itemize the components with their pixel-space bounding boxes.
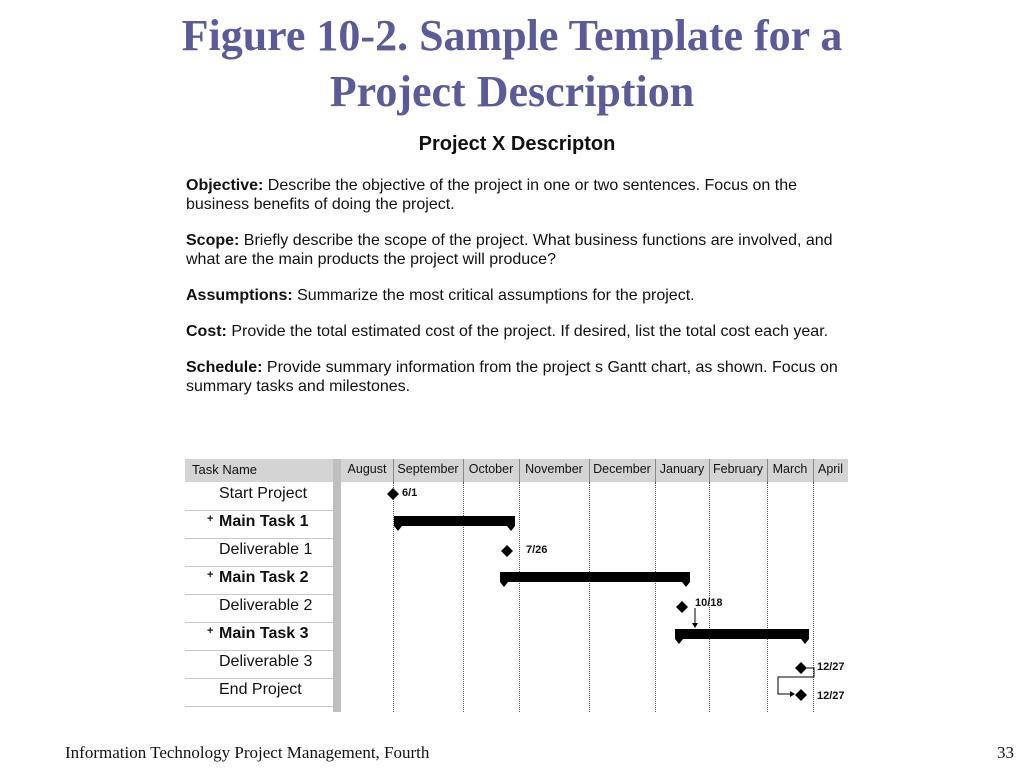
- month-march: March: [772, 462, 808, 476]
- document-title: Project X Descripton: [418, 133, 616, 155]
- task-main-task-1: Main Task 1: [219, 513, 309, 530]
- expand-icon[interactable]: +: [207, 625, 214, 637]
- arrow-head-icon: [790, 691, 795, 697]
- slide-title-line-2: Project Description: [329, 67, 695, 116]
- document-body: [186, 176, 856, 413]
- task-deliverable-2: Deliverable 2: [219, 597, 313, 614]
- milestone-label: 6/1: [402, 487, 418, 499]
- schedule-section: [186, 358, 856, 396]
- milestone-label: 12/27: [817, 690, 845, 702]
- milestone-diamond: [795, 662, 807, 674]
- task-deliverable-3: Deliverable 3: [219, 653, 313, 670]
- month-november: November: [525, 462, 583, 476]
- task-name-header: Task Name: [192, 462, 258, 477]
- page-number: 33: [997, 743, 1014, 762]
- cost-text: Provide the total estimated cost of the project. If desired, list the total cost each year.: [226, 323, 829, 340]
- task-end-project: End Project: [219, 681, 302, 698]
- month-september: September: [397, 462, 459, 476]
- summary-bar: [394, 516, 515, 531]
- task-start-project: Start Project: [219, 485, 308, 502]
- cost-section: [186, 322, 856, 341]
- dependency-arrow: [778, 668, 814, 694]
- footer-text: Information Technology Project Management, Fourth: [65, 743, 430, 762]
- month-august: August: [347, 462, 387, 476]
- gantt-chart: [185, 459, 848, 712]
- milestone-diamond: [795, 689, 807, 701]
- arrow-head-icon: [692, 623, 698, 628]
- assumptions-label: Assumptions:: [186, 287, 293, 304]
- objective-label: Objective:: [186, 177, 264, 194]
- scope-section: [186, 231, 856, 269]
- schedule-text: Provide summary information from the project s Gantt chart, as shown. Focus on summary tasks and milestones.: [186, 359, 838, 395]
- assumptions-section: [186, 286, 856, 305]
- assumptions-text: Summarize the most critical assumptions for the project.: [292, 287, 695, 304]
- month-april: April: [817, 462, 843, 476]
- slide-title: [0, 8, 1024, 120]
- milestone-label: 12/27: [817, 661, 845, 673]
- milestone-label: 10/18: [695, 597, 723, 609]
- milestone-diamond: [676, 601, 688, 613]
- milestone-diamond: [501, 545, 513, 557]
- objective-section: [186, 176, 856, 214]
- task-main-task-3: Main Task 3: [219, 625, 309, 642]
- objective-text: Describe the objective of the project in one or two sentences. Focus on the business benefits of doing the project.: [186, 177, 797, 213]
- schedule-label: Schedule:: [186, 359, 263, 376]
- gantt-bars: [185, 459, 848, 712]
- expand-icon[interactable]: +: [207, 569, 214, 581]
- cost-label: Cost:: [186, 323, 227, 340]
- milestone-label: 7/26: [526, 544, 548, 556]
- scope-label: Scope:: [186, 232, 240, 249]
- summary-bar: [500, 572, 690, 587]
- month-january: January: [659, 462, 705, 476]
- month-october: October: [468, 462, 514, 476]
- expand-icon[interactable]: +: [207, 513, 214, 525]
- milestone-diamond: [387, 488, 399, 500]
- month-december: December: [593, 462, 651, 476]
- summary-bar: [675, 629, 809, 644]
- task-main-task-2: Main Task 2: [219, 569, 309, 586]
- scope-text: Briefly describe the scope of the project. What business functions are involved, and what are the main products the project will produce?: [186, 232, 833, 268]
- task-deliverable-1: Deliverable 1: [219, 541, 313, 558]
- slide-title-line-1: Figure 10-2. Sample Template for a: [181, 11, 843, 60]
- month-february: February: [712, 462, 764, 476]
